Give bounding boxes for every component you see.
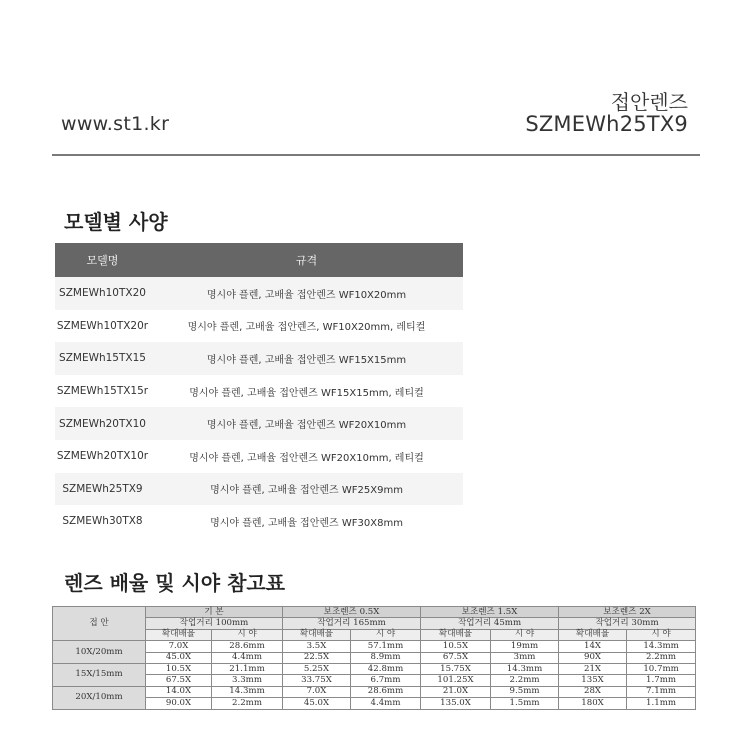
reference-subheader-row xyxy=(53,629,696,640)
magnification-cell: 22.5X xyxy=(283,652,351,663)
field-of-view-cell: 14.3mm xyxy=(212,686,283,697)
spec-cell: 명시야 플렌, 고배율 접안렌즈 WF15X15mm, 레티컬 xyxy=(189,387,424,399)
field-of-view-cell: 1.5mm xyxy=(491,698,559,709)
spec-cell: 명시야 플렌, 고배율 접안렌즈 WF25X9mm xyxy=(210,485,403,497)
model-cell: SZMEWh20TX10 xyxy=(59,417,146,430)
table-row xyxy=(53,652,696,663)
table-row xyxy=(55,342,463,375)
reference-distance-row xyxy=(53,618,696,629)
spec-cell: 명시야 플렌, 고배율 접안렌즈 WF20X10mm, 레티컬 xyxy=(189,452,424,464)
model-cell: SZMEWh15TX15r xyxy=(56,385,149,398)
magnification-cell: 7.0X xyxy=(283,686,351,697)
group-name-cell: 보조렌즈 0.5X xyxy=(283,607,421,618)
table-row xyxy=(53,698,696,709)
corner-header-cell: 접 안 xyxy=(53,607,146,641)
table-row xyxy=(55,277,463,310)
field-of-view-cell: 57.1mm xyxy=(351,641,421,652)
field-of-view-cell: 9.5mm xyxy=(491,686,559,697)
reference-group-header-row xyxy=(53,607,696,618)
magnification-cell: 3.5X xyxy=(283,641,351,652)
product-code: SZMEWh25TX9 xyxy=(525,112,688,136)
model-cell: SZMEWh30TX8 xyxy=(62,515,143,528)
header-divider xyxy=(52,154,700,156)
working-distance-cell: 작업거리 165mm xyxy=(283,618,421,629)
field-of-view-cell: 2.2mm xyxy=(491,675,559,686)
field-of-view-cell: 19mm xyxy=(491,641,559,652)
field-of-view-cell: 7.1mm xyxy=(627,686,696,697)
magnification-header-cell: 확대배율 xyxy=(421,629,491,640)
table-row xyxy=(55,505,463,538)
eyepiece-label-cell: 20X/10mm xyxy=(53,686,146,709)
magnification-cell: 45.0X xyxy=(283,698,351,709)
magnification-cell: 10.5X xyxy=(421,641,491,652)
eyepiece-label-cell: 15X/15mm xyxy=(53,663,146,686)
field-of-view-cell: 14.3mm xyxy=(627,641,696,652)
field-of-view-cell: 14.3mm xyxy=(491,663,559,674)
field-of-view-header-cell: 시 야 xyxy=(351,629,421,640)
field-of-view-cell: 6.7mm xyxy=(351,675,421,686)
site-url[interactable]: www.st1.kr xyxy=(61,113,170,135)
field-of-view-cell: 3.3mm xyxy=(212,675,283,686)
model-cell: SZMEWh20TX10r xyxy=(56,450,149,463)
group-name-cell: 보조렌즈 2X xyxy=(559,607,696,618)
field-of-view-cell: 4.4mm xyxy=(212,652,283,663)
product-category: 접안렌즈 xyxy=(610,90,688,114)
column-header-model: 모델명 xyxy=(86,254,119,267)
spec-table xyxy=(55,243,463,538)
column-header-spec: 규격 xyxy=(295,254,318,267)
field-of-view-header-cell: 시 야 xyxy=(212,629,283,640)
magnification-cell: 135.0X xyxy=(421,698,491,709)
magnification-cell: 101.25X xyxy=(421,675,491,686)
table-row xyxy=(53,686,696,697)
field-of-view-cell: 2.2mm xyxy=(212,698,283,709)
spec-cell: 명시야 플렌, 고배율 접안렌즈 WF20X10mm xyxy=(206,420,407,432)
field-of-view-cell: 1.1mm xyxy=(627,698,696,709)
magnification-cell: 180X xyxy=(559,698,627,709)
magnification-cell: 14X xyxy=(559,641,627,652)
field-of-view-header-cell: 시 야 xyxy=(627,629,696,640)
field-of-view-cell: 1.7mm xyxy=(627,675,696,686)
model-cell: SZMEWh25TX9 xyxy=(62,482,143,495)
magnification-cell: 7.0X xyxy=(146,641,212,652)
reference-table xyxy=(52,606,696,710)
table-row xyxy=(55,407,463,440)
working-distance-cell: 작업거리 100mm xyxy=(146,618,283,629)
magnification-header-cell: 확대배율 xyxy=(283,629,351,640)
table-row xyxy=(55,375,463,408)
field-of-view-cell: 28.6mm xyxy=(212,641,283,652)
table-row xyxy=(55,440,463,473)
table-row xyxy=(53,641,696,652)
field-of-view-cell: 21.1mm xyxy=(212,663,283,674)
spec-section-title: 모델별 사양 xyxy=(64,210,168,234)
eyepiece-label-cell: 10X/20mm xyxy=(53,641,146,664)
reference-table-body xyxy=(53,607,696,710)
magnification-cell: 90X xyxy=(559,652,627,663)
magnification-header-cell: 확대배율 xyxy=(146,629,212,640)
group-name-cell: 보조렌즈 1.5X xyxy=(421,607,559,618)
working-distance-cell: 작업거리 45mm xyxy=(421,618,559,629)
field-of-view-cell: 4.4mm xyxy=(351,698,421,709)
spec-cell: 명시야 플렌, 고배율 접안렌즈 WF10X20mm xyxy=(206,289,407,301)
working-distance-cell: 작업거리 30mm xyxy=(559,618,696,629)
magnification-cell: 21X xyxy=(559,663,627,674)
field-of-view-cell: 10.7mm xyxy=(627,663,696,674)
magnification-cell: 67.5X xyxy=(146,675,212,686)
magnification-cell: 10.5X xyxy=(146,663,212,674)
magnification-cell: 67.5X xyxy=(421,652,491,663)
magnification-cell: 135X xyxy=(559,675,627,686)
spec-table-header xyxy=(55,243,463,277)
field-of-view-header-cell: 시 야 xyxy=(491,629,559,640)
spec-cell: 명시야 플렌, 고배율 접안렌즈 WF15X15mm xyxy=(206,354,407,366)
magnification-cell: 14.0X xyxy=(146,686,212,697)
magnification-cell: 5.25X xyxy=(283,663,351,674)
field-of-view-cell: 42.8mm xyxy=(351,663,421,674)
table-row xyxy=(55,473,463,506)
magnification-header-cell: 확대배율 xyxy=(559,629,627,640)
spec-cell: 명시야 플렌, 고배율 접안렌즈, WF10X20mm, 레티컬 xyxy=(187,322,426,334)
spec-cell: 명시야 플렌, 고배율 접안렌즈 WF30X8mm xyxy=(210,517,403,529)
field-of-view-cell: 8.9mm xyxy=(351,652,421,663)
field-of-view-cell: 2.2mm xyxy=(627,652,696,663)
field-of-view-cell: 3mm xyxy=(491,652,559,663)
magnification-cell: 33.75X xyxy=(283,675,351,686)
field-of-view-cell: 28.6mm xyxy=(351,686,421,697)
magnification-cell: 15.75X xyxy=(421,663,491,674)
magnification-cell: 21.0X xyxy=(421,686,491,697)
table-row xyxy=(55,310,463,343)
table-row xyxy=(53,663,696,674)
model-cell: SZMEWh10TX20 xyxy=(59,287,146,300)
magnification-cell: 45.0X xyxy=(146,652,212,663)
group-name-cell: 기 본 xyxy=(146,607,283,618)
reference-section-title: 렌즈 배율 및 시야 참고표 xyxy=(64,571,286,595)
magnification-cell: 90.0X xyxy=(146,698,212,709)
table-row xyxy=(53,675,696,686)
model-cell: SZMEWh10TX20r xyxy=(56,319,149,332)
model-cell: SZMEWh15TX15 xyxy=(59,352,146,365)
magnification-cell: 28X xyxy=(559,686,627,697)
